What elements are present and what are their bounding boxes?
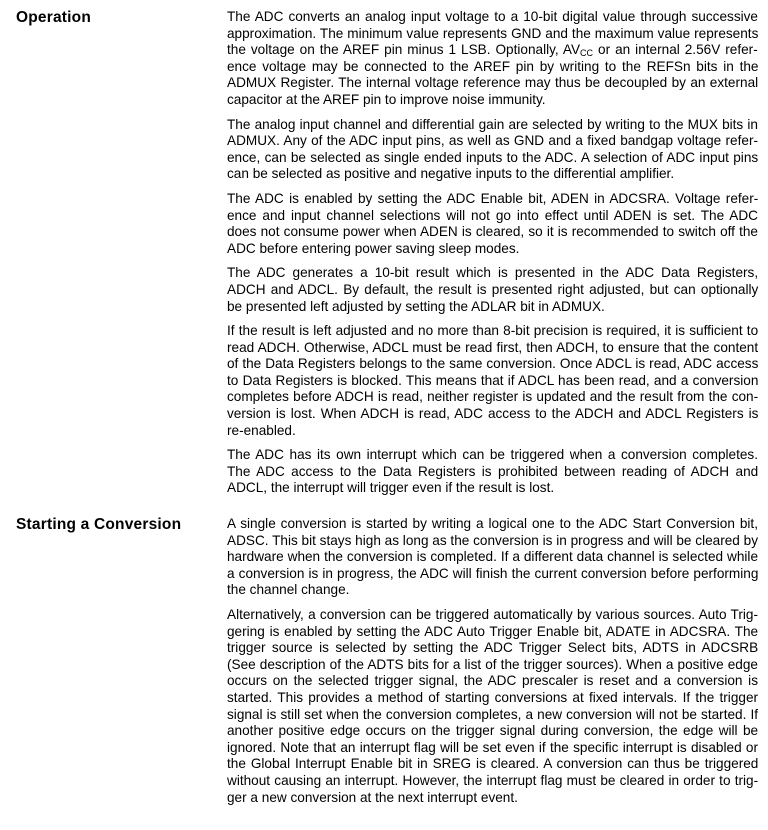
section-heading: Starting a Conversion — [16, 516, 182, 533]
text-line: The ADC access to the Data Registers is prohibited between reading of ADCH and — [227, 463, 759, 479]
text-fragment: the voltage on the AREF pin minus 1 LSB. Optionally, AV — [227, 42, 581, 58]
text-line: ADCH and ADCL. By default, the result is presented right adjusted, but can optionally — [227, 281, 759, 297]
paragraph — [227, 447, 758, 497]
text-line: ignored. Note that an interrupt flag will be set even if the specific interrupt is disabled or — [227, 739, 758, 755]
text-line: ADMUX Register. The internal voltage reference may thus be decoupled by an external — [227, 75, 759, 91]
section-body — [227, 516, 758, 814]
text-line: ence, can be selected as single ended inputs to the ADC. A selection of ADC input pins — [227, 149, 759, 165]
text-line: the Global Interrupt Enable bit in SREG is cleared. A conversion can thus be triggered — [227, 756, 759, 772]
paragraph — [227, 516, 758, 599]
text-line: The ADC has its own interrupt which can be triggered when a conversion completes. — [227, 447, 758, 463]
paragraph — [227, 265, 758, 315]
text-line: the channel change. — [227, 582, 350, 598]
text-fragment — [227, 42, 758, 59]
paragraph — [227, 607, 758, 806]
text-line: without causing an interrupt. However, the interrupt flag must be cleared in order to trig- — [227, 772, 759, 788]
text-line: of the Data Registers belongs to the same conversion. Once ADCL is read, ADC access — [227, 356, 759, 372]
text-line: If the result is left adjusted and no more than 8-bit precision is required, it is sufficient to — [227, 323, 759, 339]
text-line: ADCL, the interrupt will trigger even if the result is lost. — [227, 480, 555, 496]
text-line: ger a new conversion at the next interrupt event. — [227, 789, 518, 805]
text-line: another positive edge occurs on the trigger signal during conversion, the edge will be — [227, 723, 759, 739]
text-line: hardware when the conversion is completed. If a different data channel is selected while — [227, 549, 758, 565]
text-line: be presented left adjusted by setting the ADLAR bit in ADMUX. — [227, 298, 605, 314]
text-line: trigger source is selected by setting the ADC Trigger Select bits, ADTS in ADCSRB — [227, 640, 759, 656]
text-line: can be selected as positive and negative inputs to the differential amplifier. — [227, 166, 675, 182]
text-line: ADC before entering power saving sleep modes. — [227, 240, 520, 256]
paragraph — [227, 9, 758, 109]
text-line — [227, 42, 758, 59]
text-line: occurs on the selected trigger signal, the ADC prescaler is reset and a conversion is — [227, 673, 758, 689]
text-line: version is lost. When ADCH is read, ADC access to the ADCH and ADCL Registers is — [227, 406, 759, 422]
text-fragment: or an internal 2.56V refer- — [593, 42, 758, 58]
text-line: The analog input channel and differential gain are selected by writing to the MUX bits in — [227, 116, 758, 132]
text-line: The ADC is enabled by setting the ADC Enable bit, ADEN in ADCSRA. Voltage refer- — [227, 190, 759, 206]
subscript: CC — [580, 48, 594, 59]
paragraph — [227, 191, 758, 257]
text-line: capacitor at the AREF pin to improve noise immunity. — [227, 91, 546, 107]
text-line: signal is still set when the conversion completes, a new conversion will not be started. If — [227, 706, 758, 722]
text-line: ADSC. This bit stays high as long as the conversion is in progress and will be cleared by — [227, 532, 758, 548]
section-body — [227, 9, 758, 505]
text-line: ence and input channel selections will not go into effect until ADEN is set. The ADC — [227, 207, 758, 223]
text-line: re-enabled. — [227, 422, 296, 438]
text-line: to Data Registers is blocked. This means that if ADCL has been read, and a conversion — [227, 372, 759, 388]
text-line: a conversion is in progress, the ADC will finish the current conversion before performing — [227, 565, 759, 581]
text-line: ence voltage may be connected to the AREF pin by writing to the REFSn bits in the — [227, 58, 759, 74]
paragraph — [227, 117, 758, 183]
text-line: completes before ADCH is read, neither register is updated and the result from the con- — [227, 389, 759, 405]
text-line: approximation. The minimum value represents GND and the maximum value represents — [227, 25, 759, 41]
section-heading: Operation — [16, 9, 92, 26]
text-line: does not consume power when ADEN is cleared, so it is recommended to switch off the — [227, 224, 758, 240]
text-line: (See description of the ADTS bits for a list of the trigger sources). When a positive edge — [227, 656, 758, 672]
text-line: A single conversion is started by writing a logical one to the ADC Start Conversion bit, — [227, 516, 758, 531]
paragraph — [227, 323, 758, 439]
text-line: The ADC generates a 10-bit result which is presented in the ADC Data Registers, — [227, 265, 759, 281]
text-line: The ADC converts an analog input voltage to a 10-bit digital value through successive — [227, 9, 758, 24]
text-line: ADMUX. Any of the ADC input pins, as well as GND and a fixed bandgap voltage refer- — [227, 133, 758, 149]
text-line: gering is enabled by setting the ADC Auto Trigger Enable bit, ADATE in ADCSRA. The — [227, 623, 759, 639]
text-line: read ADCH. Otherwise, ADCL must be read first, then ADCH, to ensure that the content — [227, 339, 759, 355]
text-line: Alternatively, a conversion can be triggered automatically by various sources. Auto Trig- — [227, 606, 758, 622]
text-line: started. This provides a method of starting conversions at fixed intervals. If the trigger — [227, 689, 759, 705]
